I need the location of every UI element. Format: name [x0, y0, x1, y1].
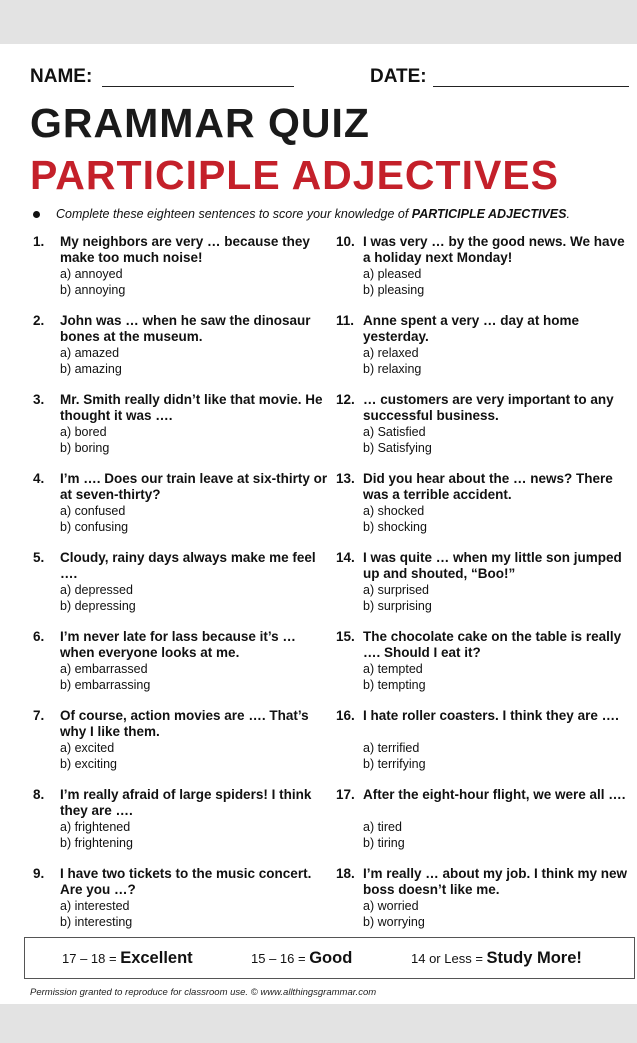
option-a: a) pleased [363, 267, 422, 281]
score-result: Excellent [120, 949, 193, 967]
question-number: 14. [336, 550, 355, 565]
question-stem: Anne spent a very … day at home yesterday. [363, 313, 580, 344]
option-b: b) interesting [60, 915, 133, 929]
option-b: b) Satisfying [363, 441, 432, 455]
question-item [333, 866, 633, 945]
option-b: b) terrifying [363, 757, 426, 771]
option-a: a) tempted [363, 662, 423, 676]
question-stem: Did you hear about the … news? There was a terrible accident. [363, 471, 613, 502]
option-a: a) terrified [363, 741, 420, 755]
question-stem: My neighbors are very … because they make too much noise! [60, 234, 310, 265]
option-b: b) embarrassing [60, 678, 151, 692]
question-number: 5. [33, 550, 45, 565]
question-number: 8. [33, 787, 45, 802]
question-number: 7. [33, 708, 45, 723]
instruction-text: Complete these eighteen sentences to score your knowledge of [56, 207, 412, 221]
option-b: b) surprising [363, 599, 432, 613]
score-result: Study More! [486, 949, 582, 967]
question-item [30, 234, 330, 313]
question-stem: I hate roller coasters. I think they are …. [363, 708, 619, 723]
question-stem: Cloudy, rainy days always make me feel …. [60, 550, 316, 581]
quiz-subtitle: PARTICIPLE ADJECTIVES [30, 152, 560, 198]
question-stem: I’m really afraid of large spiders! I think they are …. [60, 787, 312, 818]
option-a: a) annoyed [60, 267, 123, 281]
score-excellent [62, 949, 193, 968]
question-item [30, 866, 330, 945]
option-a: a) confused [60, 504, 126, 518]
question-number: 18. [336, 866, 355, 881]
option-b: b) boring [60, 441, 110, 455]
scoring-box [24, 937, 635, 979]
question-stem: I’m never late for lass because it’s … when everyone looks at me. [60, 629, 296, 660]
worksheet-page [0, 44, 637, 1004]
instruction-emphasis: PARTICIPLE ADJECTIVES [411, 207, 567, 221]
bullet-icon [33, 211, 40, 218]
option-a: a) Satisfied [363, 425, 426, 439]
question-number: 6. [33, 629, 45, 644]
option-b: b) confusing [60, 520, 129, 534]
question-item [333, 629, 633, 708]
question-item [30, 708, 330, 787]
question-item [333, 471, 633, 550]
option-a: a) excited [60, 741, 115, 755]
question-stem: I was quite … when my little son jumped up and shouted, “Boo!” [363, 550, 622, 581]
score-study-more [411, 949, 582, 968]
question-stem: I’m really … about my job. I think my new boss doesn’t like me. [363, 866, 628, 897]
question-number: 1. [33, 234, 45, 249]
question-item [333, 708, 633, 787]
score-range: 14 or Less = [411, 951, 487, 966]
question-stem: I have two tickets to the music concert. Are you …? [60, 866, 312, 897]
question-number: 15. [336, 629, 355, 644]
question-number: 10. [336, 234, 355, 249]
name-date-row [30, 66, 630, 90]
question-item [333, 392, 633, 471]
option-b: b) amazing [60, 362, 122, 376]
question-item [30, 392, 330, 471]
instructions [30, 207, 630, 221]
copyright-footer: Permission granted to reproduce for classroom use. © www.allthingsgrammar.com [30, 987, 377, 998]
question-item [333, 550, 633, 629]
name-label: NAME: [30, 66, 93, 87]
question-number: 12. [336, 392, 355, 407]
option-b: b) exciting [60, 757, 117, 771]
question-item [30, 471, 330, 550]
question-stem: The chocolate cake on the table is really …. Should I eat it? [363, 629, 622, 660]
option-b: b) annoying [60, 283, 126, 297]
option-a: a) amazed [60, 346, 120, 360]
option-b: b) frightening [60, 836, 133, 850]
name-blank-line [102, 86, 294, 87]
question-number: 4. [33, 471, 45, 486]
option-a: a) frightened [60, 820, 131, 834]
option-b: b) depressing [60, 599, 136, 613]
date-label: DATE: [370, 66, 427, 87]
option-b: b) tiring [363, 836, 405, 850]
questions-left-column [30, 234, 330, 945]
question-number: 9. [33, 866, 45, 881]
question-item [333, 234, 633, 313]
date-blank-line [433, 86, 629, 87]
question-number: 17. [336, 787, 355, 802]
question-number: 16. [336, 708, 355, 723]
question-stem: … customers are very important to any successful business. [363, 392, 614, 423]
question-number: 11. [336, 313, 355, 328]
question-stem: Mr. Smith really didn’t like that movie. He thought it was …. [60, 392, 323, 423]
option-b: b) relaxing [363, 362, 422, 376]
questions-right-column [333, 234, 633, 945]
question-item [30, 313, 330, 392]
option-b: b) worrying [363, 915, 425, 929]
question-item [333, 787, 633, 866]
option-a: a) bored [60, 425, 107, 439]
question-item [30, 787, 330, 866]
score-result: Good [309, 949, 353, 967]
quiz-title: GRAMMAR QUIZ [30, 100, 370, 146]
option-a: a) embarrassed [60, 662, 148, 676]
question-stem: I’m …. Does our train leave at six-thirty or at seven-thirty? [60, 471, 328, 502]
score-good [251, 949, 352, 968]
option-a: a) interested [60, 899, 130, 913]
option-a: a) depressed [60, 583, 133, 597]
score-range: 15 – 16 = [251, 951, 310, 966]
option-b: b) shocking [363, 520, 427, 534]
question-item [30, 550, 330, 629]
score-range: 17 – 18 = [62, 951, 121, 966]
option-a: a) tired [363, 820, 402, 834]
question-stem: I was very … by the good news. We have a holiday next Monday! [363, 234, 625, 265]
option-b: b) pleasing [363, 283, 425, 297]
question-item [333, 313, 633, 392]
question-item [30, 629, 330, 708]
question-stem: Of course, action movies are …. That’s why I like them. [60, 708, 309, 739]
question-number: 13. [336, 471, 355, 486]
question-stem: John was … when he saw the dinosaur bones at the museum. [60, 313, 311, 344]
option-a: a) relaxed [363, 346, 419, 360]
option-a: a) shocked [363, 504, 425, 518]
question-stem: After the eight-hour flight, we were all …. [363, 787, 626, 802]
instruction-suffix: . [566, 207, 570, 221]
option-b: b) tempting [363, 678, 426, 692]
question-number: 2. [33, 313, 45, 328]
option-a: a) surprised [363, 583, 429, 597]
question-number: 3. [33, 392, 45, 407]
option-a: a) worried [363, 899, 419, 913]
